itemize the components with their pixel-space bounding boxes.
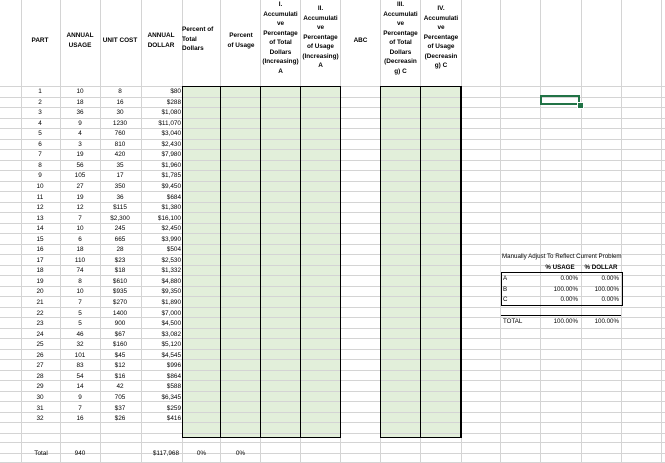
unit-cost-cell[interactable]: $45 [114,352,126,359]
usage-cell[interactable]: 7 [78,405,82,412]
header-col-ii: II. Accumulati ve Percentage of Usage (Increasing) A [302,5,339,69]
grid-vline [621,0,622,462]
part-cell[interactable]: 32 [36,415,44,422]
part-cell[interactable]: 10 [36,183,44,190]
annual-dollar-cell[interactable]: $3,990 [161,236,181,243]
side-row-label[interactable]: B [503,285,508,293]
part-cell[interactable]: 19 [36,278,44,285]
unit-cost-cell[interactable]: 35 [116,162,124,169]
side-row-dollar[interactable]: 0.00% [601,296,619,303]
annual-dollar-cell[interactable]: $2,450 [161,225,181,232]
grid-vline [540,0,541,462]
annual-dollar-cell[interactable]: $864 [166,373,181,380]
unit-cost-cell[interactable]: $935 [112,288,128,295]
part-cell[interactable]: 6 [38,141,42,148]
side-row-usage[interactable]: 0.00% [560,275,578,282]
part-cell[interactable]: 25 [36,341,44,348]
header-annual-usage: ANNUAL USAGE [66,32,94,49]
part-cell[interactable]: 9 [38,172,42,179]
part-cell[interactable]: 18 [36,267,44,274]
part-cell[interactable]: 20 [36,288,44,295]
annual-dollar-cell[interactable]: $3,082 [161,331,181,338]
usage-cell[interactable]: 5 [78,320,82,327]
unit-cost-cell[interactable]: 28 [116,246,124,253]
unit-cost-cell[interactable]: $23 [114,257,126,264]
usage-cell[interactable]: 7 [78,299,82,306]
header-abc: ABC [353,37,368,44]
unit-cost-cell[interactable]: $26 [114,415,126,422]
annual-dollar-cell[interactable]: $1,960 [161,162,181,169]
usage-cell[interactable]: 7 [78,215,82,222]
part-cell[interactable]: 29 [36,383,44,390]
part-cell[interactable]: 16 [36,246,44,253]
side-total-label: TOTAL [503,318,523,325]
unit-cost-cell[interactable]: $37 [114,405,126,412]
header-col-i: I. Accumulati ve Percentage of Total Dollars (Increasing) A [262,1,299,75]
annual-dollar-cell[interactable]: $2,430 [161,141,181,148]
unit-cost-cell[interactable]: 42 [116,383,124,390]
unit-cost-cell[interactable]: 8 [118,88,122,95]
usage-cell[interactable]: 3 [78,141,82,148]
usage-cell[interactable]: 9 [78,120,82,127]
unit-cost-cell[interactable]: $115 [113,204,127,211]
part-cell[interactable]: 31 [36,405,44,412]
part-cell[interactable]: 14 [36,225,44,232]
unit-cost-cell[interactable]: 1230 [112,120,128,127]
unit-cost-cell[interactable]: 36 [116,194,124,201]
annual-dollar-cell[interactable]: $7,000 [161,310,181,317]
usage-cell[interactable]: 10 [76,288,84,295]
side-total-usage: 100.00% [553,318,578,325]
unit-cost-cell[interactable]: $16 [114,373,126,380]
grid-vline [661,0,662,462]
side-table-title: Manually Adjust To Reflect Current Problem [502,253,622,260]
annual-dollar-cell[interactable]: $259 [166,405,181,412]
unit-cost-cell[interactable]: $67 [114,331,126,338]
grid-hline [0,433,665,434]
part-cell[interactable]: 8 [38,162,42,169]
header-unit-cost: UNIT COST [102,37,138,44]
header-part: PART [31,37,49,44]
usage-cell[interactable]: 27 [76,183,84,190]
side-row-usage[interactable]: 0.00% [560,296,578,303]
usage-cell[interactable]: 54 [76,373,84,380]
unit-cost-cell[interactable]: 900 [114,320,126,327]
part-cell[interactable]: 17 [36,257,44,264]
annual-dollar-cell[interactable]: $416 [166,415,181,422]
usage-cell[interactable]: 9 [78,394,82,401]
grid-vline [581,0,582,462]
usage-cell[interactable]: 32 [76,341,84,348]
unit-cost-cell[interactable]: 17 [116,172,124,179]
fill-handle[interactable] [577,102,584,109]
header-annual-dollar: ANNUAL DOLLAR [147,32,175,49]
annual-dollar-cell[interactable]: $504 [166,246,181,253]
usage-cell[interactable]: 83 [76,362,84,369]
part-cell[interactable]: 30 [36,394,44,401]
part-cell[interactable]: 11 [36,194,44,201]
annual-dollar-cell[interactable]: $9,350 [161,288,181,295]
total-dollar: $117,968 [152,450,179,457]
part-cell[interactable]: 1 [38,88,42,95]
annual-dollar-cell[interactable]: $9,450 [161,183,181,190]
unit-cost-cell[interactable]: $2,300 [110,215,130,222]
usage-cell[interactable]: 12 [76,204,84,211]
usage-cell[interactable]: 36 [76,109,84,116]
part-cell[interactable]: 12 [36,204,44,211]
annual-dollar-cell[interactable]: $4,880 [161,278,181,285]
unit-cost-cell[interactable]: 705 [114,394,126,401]
annual-dollar-cell[interactable]: $4,500 [161,320,181,327]
total-pct-dollars: 0% [196,450,207,457]
usage-cell[interactable]: 110 [74,257,86,264]
usage-cell[interactable]: 46 [76,331,84,338]
usage-cell[interactable]: 18 [76,246,84,253]
annual-dollar-cell[interactable]: $684 [166,194,181,201]
usage-cell[interactable]: 16 [76,415,84,422]
part-cell[interactable]: 5 [38,130,42,137]
annual-dollar-cell[interactable]: $4,545 [161,352,181,359]
part-cell[interactable]: 21 [36,299,44,306]
usage-cell[interactable]: 101 [74,352,86,359]
usage-cell[interactable]: 6 [78,236,82,243]
side-row-label[interactable]: A [503,275,508,282]
side-row-dollar[interactable]: 0.00% [601,275,619,282]
unit-cost-cell[interactable]: 760 [114,130,126,137]
part-cell[interactable]: 3 [38,109,42,116]
total-label: Total [34,450,48,457]
selected-cell[interactable] [540,95,580,105]
usage-cell[interactable]: 14 [76,383,84,390]
annual-dollar-cell[interactable]: $1,785 [161,172,181,179]
header-col-iii: III. Accumulati ve Percentage of Total Dollars (Decreasin g) C [383,1,418,75]
unit-cost-cell[interactable]: 245 [114,225,126,232]
part-cell[interactable]: 7 [38,151,42,158]
part-cell[interactable]: 23 [36,320,44,327]
part-cell[interactable]: 4 [38,120,42,127]
annual-dollar-cell[interactable]: $588 [166,383,181,390]
annual-dollar-cell[interactable]: $80 [170,88,181,95]
annual-dollar-cell[interactable]: $5,120 [161,341,181,348]
unit-cost-cell[interactable]: $160 [112,341,128,348]
header-percent-usage: Percent of Usage [227,32,255,49]
usage-cell[interactable]: 19 [76,151,84,158]
usage-cell[interactable]: 10 [76,225,84,232]
grid-vline [500,0,501,462]
annual-dollar-cell[interactable]: $1,380 [161,204,181,211]
unit-cost-cell[interactable]: 1400 [112,310,128,317]
usage-cell[interactable]: 5 [78,310,82,317]
side-col-dollar: % DOLLAR [584,264,618,271]
grid-hline [0,442,665,443]
usage-cell[interactable]: 18 [76,99,84,106]
total-usage: 940 [74,450,86,457]
usage-cell[interactable]: 19 [76,194,84,201]
unit-cost-cell[interactable]: 810 [114,141,126,148]
header-col-iv: IV. Accumulati ve Percentage of Usage (Decreasin g) C [423,5,459,69]
usage-cell[interactable]: 4 [78,130,82,137]
usage-cell[interactable]: 105 [74,172,86,179]
part-cell[interactable]: 26 [36,352,44,359]
header-percent-total-dollars: Percent of Total Dollars [182,26,214,52]
total-pct-usage: 0% [235,450,246,457]
usage-cell[interactable]: 56 [76,162,84,169]
annual-dollar-cell[interactable]: $3,040 [161,130,181,137]
annual-dollar-cell[interactable]: $1,332 [161,267,181,274]
part-cell[interactable]: 2 [38,99,42,106]
unit-cost-cell[interactable]: 665 [114,236,126,243]
annual-dollar-cell[interactable]: $288 [166,99,181,106]
annual-dollar-cell[interactable]: $2,530 [161,257,181,264]
side-row-dollar[interactable]: 100.00% [594,285,619,293]
part-cell[interactable]: 24 [36,331,44,338]
side-row-label[interactable]: C [503,296,508,303]
annual-dollar-cell[interactable]: $11,070 [158,120,181,127]
annual-dollar-cell[interactable]: $16,100 [157,215,181,222]
usage-cell[interactable]: 10 [76,88,84,95]
side-col-usage: % USAGE [545,264,575,271]
usage-cell[interactable]: 74 [76,267,84,274]
unit-cost-cell[interactable]: 420 [114,151,126,158]
unit-cost-cell[interactable]: $610 [112,278,128,285]
side-total-dollar: 100.00% [594,318,619,325]
usage-cell[interactable]: 8 [78,278,82,285]
part-cell[interactable]: 13 [36,215,44,222]
side-row-usage[interactable]: 100.00% [553,285,578,293]
part-cell[interactable]: 28 [36,373,44,380]
part-cell[interactable]: 22 [36,310,44,317]
annual-dollar-cell[interactable]: $1,890 [161,299,181,306]
part-cell[interactable]: 15 [36,236,44,243]
unit-cost-cell[interactable]: 30 [116,109,124,116]
part-cell[interactable]: 27 [36,362,44,369]
unit-cost-cell[interactable]: 350 [114,183,126,190]
unit-cost-cell[interactable]: $12 [114,362,126,369]
unit-cost-cell[interactable]: $18 [114,267,126,274]
unit-cost-cell[interactable]: 16 [116,99,124,106]
annual-dollar-cell[interactable]: $1,080 [161,109,181,116]
annual-dollar-cell[interactable]: $7,980 [161,151,181,158]
annual-dollar-cell[interactable]: $996 [166,362,181,369]
unit-cost-cell[interactable]: $270 [112,299,128,306]
annual-dollar-cell[interactable]: $6,345 [161,394,181,401]
